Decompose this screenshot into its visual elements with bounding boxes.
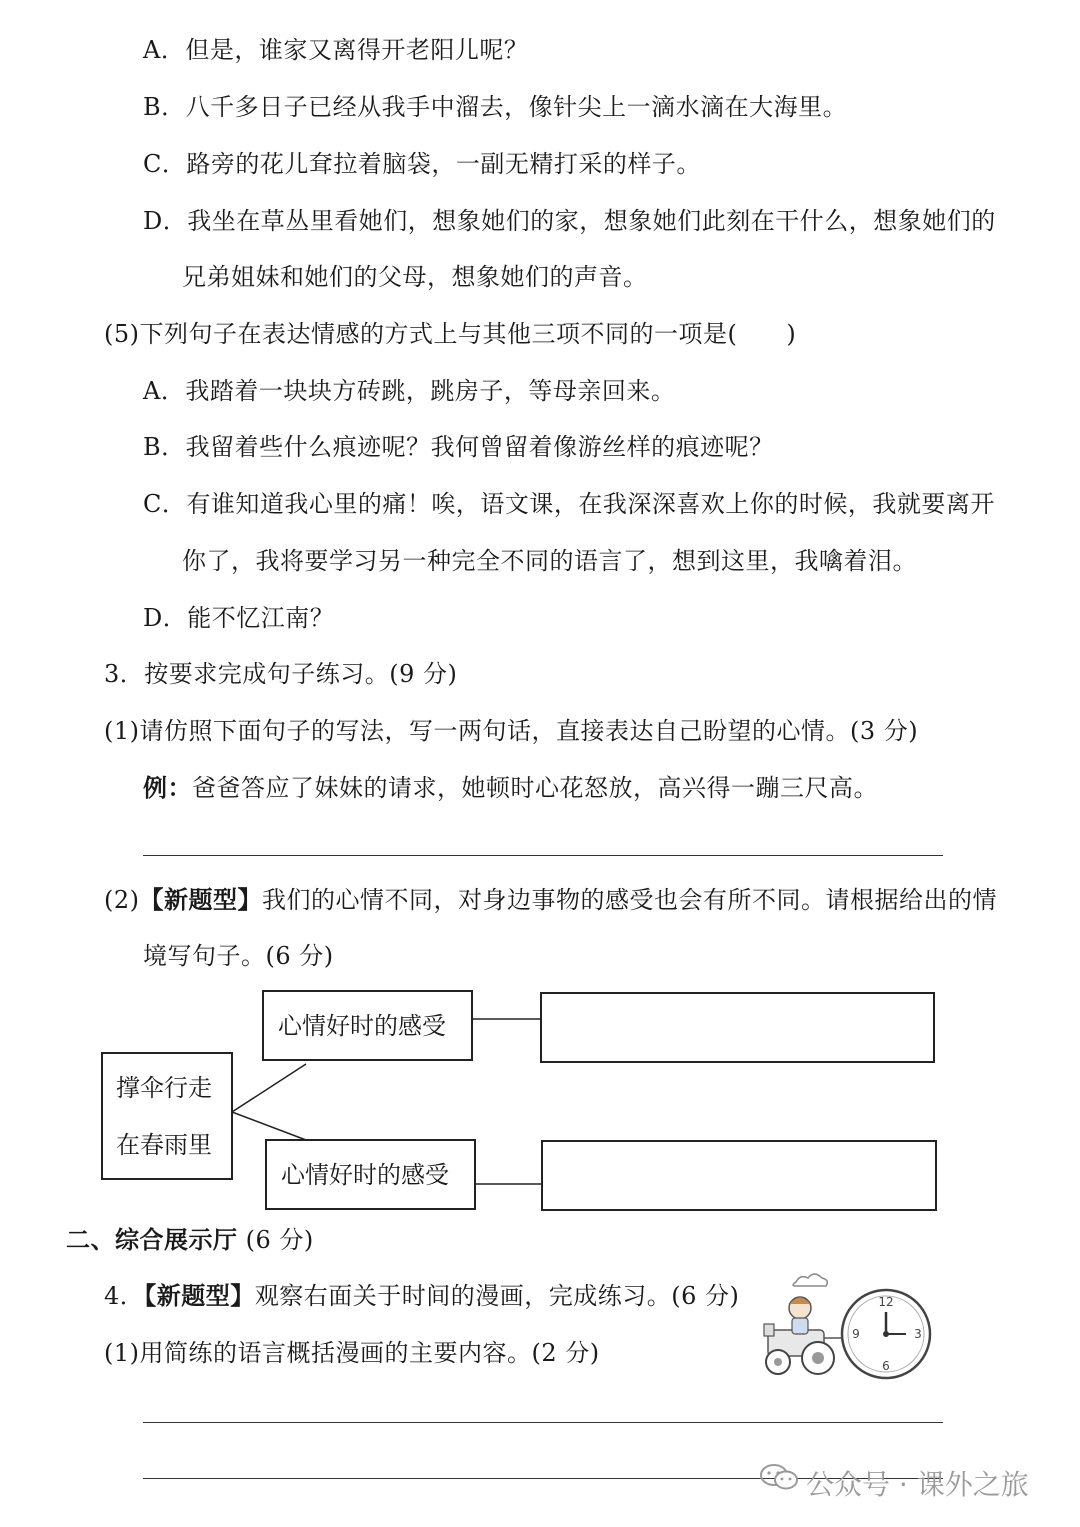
clock-numeral-3: 3 xyxy=(914,1327,922,1341)
sub2-text: 我们的心情不同，对身边事物的感受也会有所不同。请根据给出的情 xyxy=(262,886,997,914)
q4-new-type-tag: 【新题型】 xyxy=(144,1281,255,1310)
section2-heading xyxy=(66,1222,314,1258)
clock-numeral-9: 9 xyxy=(852,1327,860,1341)
diagram-root-line2: 在春雨里 xyxy=(116,1131,212,1159)
q4-text: 观察右面关于时间的漫画，完成练习。(6 分) xyxy=(254,1282,740,1310)
option-d-line2: 兄弟姐妹和她们的父母，想象她们的声音。 xyxy=(182,263,648,291)
diagram-branch-bottom-label: 心情好时的感受 xyxy=(281,1161,449,1189)
q4-stem xyxy=(104,1278,739,1314)
q3-sub1-stem: (1)请仿照下面句子的写法，写一两句话，直接表达自己盼望的心情。(3 分) xyxy=(104,717,919,745)
section2-title: 二、综合展示厅 xyxy=(66,1225,238,1254)
option-b: B．八千多日子已经从我手中溜去，像针尖上一滴水滴在大海里。 xyxy=(143,93,848,121)
q5-option-c-line1: C．有谁知道我心里的痛！唉，语文课，在我深深喜欢上你的时候，我就要离开 xyxy=(143,490,995,518)
watermark-text: 公众号 · 课外之旅 xyxy=(806,1468,1029,1501)
example-label: 例： xyxy=(143,773,192,802)
q3-title: 3．按要求完成句子练习。(9 分) xyxy=(104,660,458,688)
answer-box-bottom[interactable] xyxy=(541,1140,937,1211)
q5-option-c-line2: 你了，我将要学习另一种完全不同的语言了，想到这里，我噙着泪。 xyxy=(182,547,917,575)
answer-box-top[interactable] xyxy=(540,992,935,1063)
option-d-line1: D．我坐在草丛里看她们，想象她们的家，想象她们此刻在干什么，想象她们的 xyxy=(143,207,996,235)
new-type-tag: 【新题型】 xyxy=(139,885,262,914)
q4-number: 4． xyxy=(104,1282,145,1310)
comic-illustration xyxy=(756,1268,946,1388)
diagram-root-line1: 撑伞行走 xyxy=(116,1074,212,1102)
option-c: C．路旁的花儿耷拉着脑袋，一副无精打采的样子。 xyxy=(143,150,701,178)
q5-option-b: B．我留着些什么痕迹呢？我何曾留着像游丝样的痕迹呢？ xyxy=(143,433,774,461)
section2-score: (6 分) xyxy=(245,1226,314,1254)
q5-option-a: A．我踏着一块块方砖跳，跳房子，等母亲回来。 xyxy=(143,377,676,405)
q5-stem: (5)下列句子在表达情感的方式上与其他三项不同的一项是( ) xyxy=(104,320,797,348)
boy-body xyxy=(792,1318,808,1334)
cloud-icon xyxy=(793,1274,827,1286)
sub2-prefix: (2) xyxy=(104,886,140,914)
q5-option-d: D．能不忆江南？ xyxy=(143,604,335,632)
diagram-branch-top-label: 心情好时的感受 xyxy=(278,1012,446,1040)
wechat-icon xyxy=(758,1462,802,1492)
clock-numeral-6: 6 xyxy=(882,1359,890,1373)
option-a: A．但是，谁家又离得开老阳儿呢？ xyxy=(143,36,529,64)
example-text: 爸爸答应了妹妹的请求，她顿时心花怒放，高兴得一蹦三尺高。 xyxy=(192,774,878,802)
clock-numeral-12: 12 xyxy=(878,1295,894,1309)
q3-sub2-line2: 境写句子。(6 分) xyxy=(143,942,334,970)
q4-sub1: (1)用简练的语言概括漫画的主要内容。(2 分) xyxy=(104,1339,600,1367)
answer-line[interactable] xyxy=(143,1422,943,1423)
